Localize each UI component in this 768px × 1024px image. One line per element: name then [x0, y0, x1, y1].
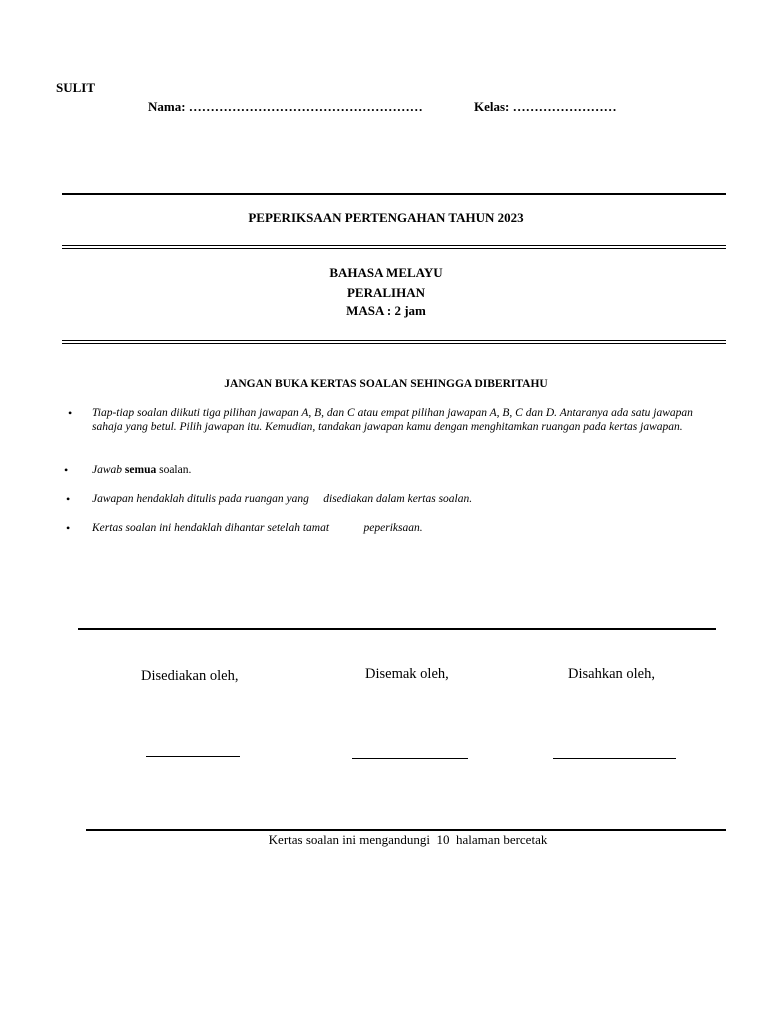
signature-divider — [78, 628, 716, 630]
instruction-emphasis: semua — [124, 464, 157, 476]
instruction-item — [64, 463, 724, 479]
instruction-text-part: soalan. — [159, 464, 192, 476]
footer-rule — [86, 829, 726, 831]
bullet-icon: • — [66, 521, 71, 535]
bullet-icon: • — [66, 492, 71, 506]
title-double-rule — [62, 245, 726, 249]
classification-label: SULIT — [56, 80, 96, 95]
checked-by-signature-line[interactable] — [352, 758, 468, 759]
bullet-icon: • — [64, 463, 69, 477]
name-field[interactable]: Nama: ……………………………………………… — [148, 99, 423, 114]
bullet-icon: • — [68, 406, 73, 420]
instruction-text-part: Jawab — [92, 464, 123, 476]
approved-by-signature-line[interactable] — [553, 758, 676, 759]
instruction-text — [92, 463, 724, 477]
instruction-text: Kertas soalan ini hendaklah dihantar setelah tamat peperiksaan. — [92, 522, 423, 534]
prepared-by-signature-line[interactable] — [146, 756, 240, 757]
prepared-by-label: Disediakan oleh, — [141, 668, 239, 684]
page-count-text: Kertas soalan ini mengandungi 10 halaman bercetak — [268, 832, 548, 847]
instruction-text: Tiap-tiap soalan diikuti tiga pilihan jawapan A, B, dan C atau empat pilihan jawapan A, B, C dan D. Antaranya ada satu jawapan sahaja yang betul. Pilih jawapan itu. Kemudian, tandakan jawapan kamu dengan menghitamkan ruangan pada kertas jawapan. — [92, 407, 693, 433]
approved-by-label: Disahkan oleh, — [568, 666, 655, 682]
instruction-item — [64, 492, 724, 508]
subject-double-rule — [62, 340, 726, 344]
duration-text: MASA : 2 jam — [346, 303, 426, 318]
subject-title: BAHASA MELAYU — [329, 265, 443, 280]
instructions-heading: JANGAN BUKA KERTAS SOALAN SEHINGGA DIBERITAHU — [224, 378, 548, 390]
checked-by-label: Disemak oleh, — [365, 666, 449, 682]
top-rule — [62, 193, 726, 195]
instruction-item — [64, 406, 724, 450]
level-title: PERALIHAN — [346, 285, 425, 300]
class-field[interactable]: Kelas: …………………… — [474, 99, 617, 114]
instruction-text: Jawapan hendaklah ditulis pada ruangan yang disediakan dalam kertas soalan. — [92, 493, 473, 505]
instruction-item — [64, 521, 724, 537]
exam-title: PEPERIKSAAN PERTENGAHAN TAHUN 2023 — [248, 210, 524, 225]
